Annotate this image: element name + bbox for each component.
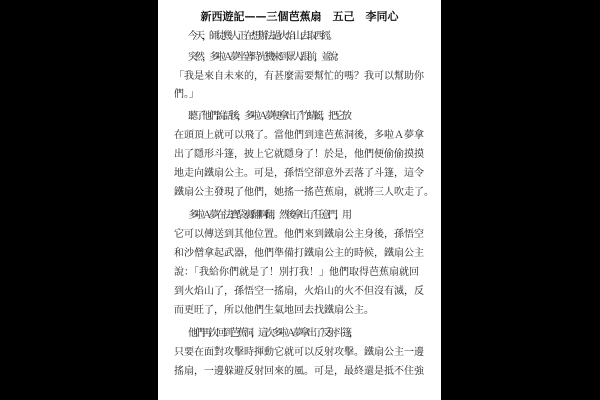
document-title: 新西遊記——三個芭蕉扇 五己 李同心: [200, 10, 399, 23]
text-line: 出了隱形斗篷，披上它就隱身了！於是，他們便偷偷摸摸: [174, 149, 424, 160]
text-line: 只要在面對攻擊時揮動它就可以反射攻擊。鐵扇公主一邊: [174, 347, 424, 358]
text-line: 到火焰山了，孫悟空一搖扇，火焰山的火不但沒有滅，反: [174, 286, 424, 297]
text-line: 說：「我給你們就是了！別打我！」他們取得芭蕉扇就回: [174, 267, 419, 278]
text-line: 聽了他們說話後，多啦Ａ夢便拿出了竹蜻蜓，把它放: [188, 111, 349, 122]
text-line: 它可以傳送到其他位置。他們來到鐵扇公主身後，孫悟空: [174, 229, 424, 240]
text-line: 今天，師徒幾人正在想辦法過火焰山去取西經。: [188, 31, 335, 42]
text-line: 們。」: [174, 89, 199, 100]
text-line: 在頭頂上就可以飛了。當他們到達芭蕉洞後，多啦Ａ夢拿: [174, 130, 424, 141]
text-line: 地走向鐵扇公主。可是，孫悟空卻意外丟落了斗篷，這令: [174, 168, 424, 179]
text-line: 鐵扇公主發現了他們，她搖一搖芭蕉扇，就將三人吹走了。: [174, 187, 434, 198]
text-line: 「我是來自未來的，有甚麼需要幫忙的嗎？我可以幫助你: [174, 71, 424, 82]
text-line: 突然，多啦Ａ夢坐著時光機來到眾人跟前，並說：: [188, 52, 342, 63]
text-line: 他們再次回到芭蕉洞，這次多啦Ａ夢拿出了反射斗篷，: [188, 328, 356, 339]
text-line: 和沙僧拿起武器，他們準備打鐵扇公主的時候，鐵扇公主: [174, 248, 424, 259]
text-line: 而更旺了，所以他們生氣地回去找鐵扇公主。: [174, 305, 374, 316]
text-line: 多啦Ａ夢在法寶袋裏翻啊翻，然後拿出了任意門，用: [188, 210, 349, 221]
text-line: 搖扇，一邊躲避反射回來的風。可是，最終還是抵不住強: [174, 366, 424, 377]
document-page: [158, 0, 441, 400]
